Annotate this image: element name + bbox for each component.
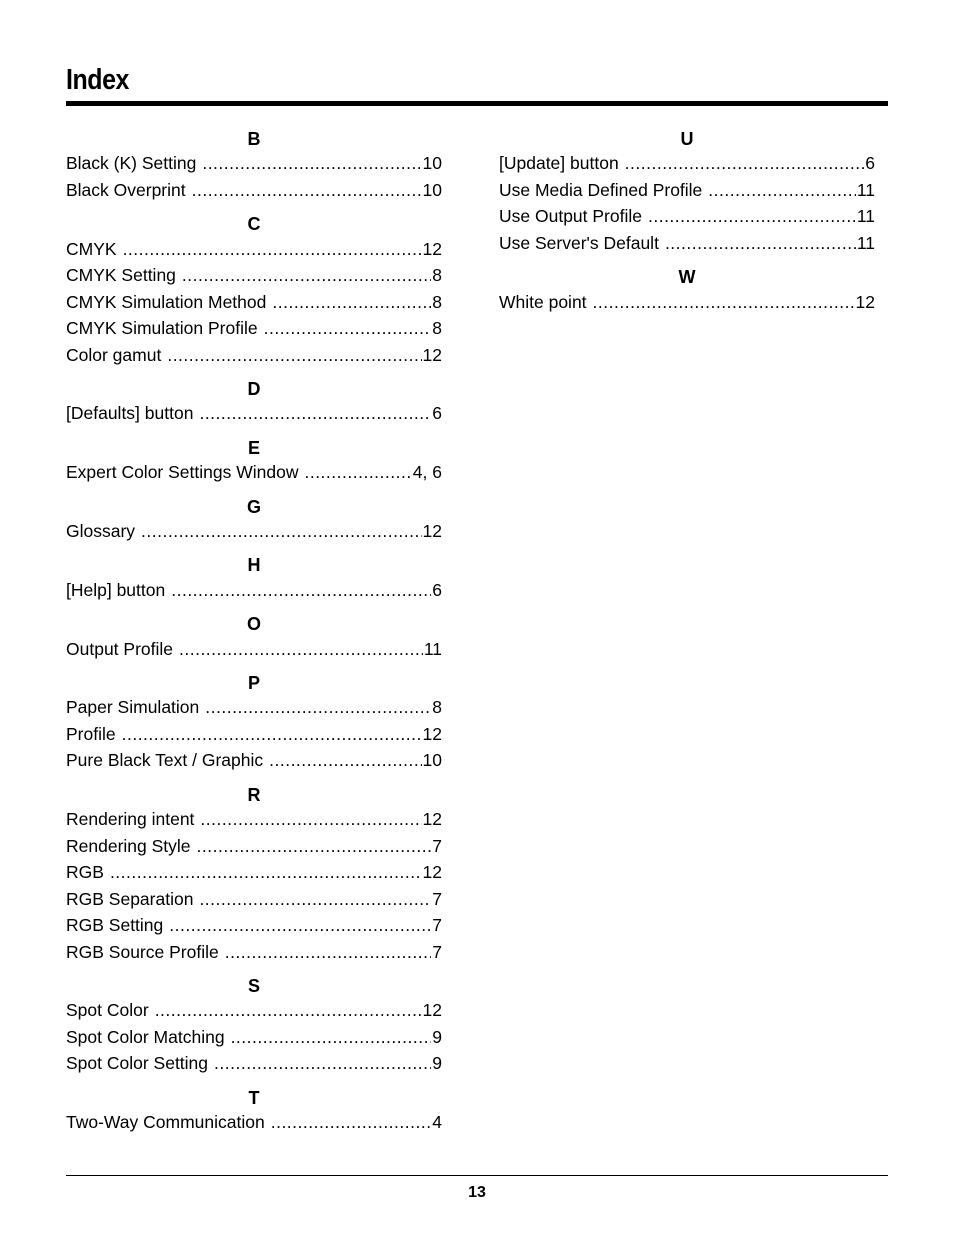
dot-leader <box>167 342 421 369</box>
index-term: CMYK Simulation Profile <box>66 318 258 339</box>
index-page-ref: 11 <box>423 638 442 659</box>
index-entry[interactable] <box>66 1050 442 1077</box>
index-term: Paper Simulation <box>66 697 200 718</box>
page-title: Index <box>66 64 129 96</box>
section-letter: G <box>246 496 261 517</box>
index-term: Output Profile <box>66 638 173 659</box>
index-section-b <box>66 122 442 203</box>
index-page-ref: 7 <box>432 941 442 962</box>
index-section-o <box>66 606 442 662</box>
dot-leader <box>231 1024 432 1051</box>
dot-leader <box>304 459 411 486</box>
dot-leader <box>269 747 421 774</box>
index-term: Expert Color Settings Window <box>66 462 299 483</box>
index-page-ref: 6 <box>432 579 442 600</box>
section-letter: U <box>680 129 694 149</box>
index-page-ref: 12 <box>855 291 875 312</box>
index-term: Rendering Style <box>66 835 191 856</box>
index-section-r <box>66 777 442 965</box>
index-entry[interactable] <box>66 636 442 663</box>
index-entry[interactable] <box>499 230 875 257</box>
dot-leader <box>110 859 422 886</box>
page-number: 13 <box>468 1184 486 1201</box>
index-entry[interactable] <box>66 177 442 204</box>
dot-leader <box>200 806 421 833</box>
index-page-ref: 8 <box>432 697 442 718</box>
dot-leader <box>272 289 431 316</box>
index-page-ref: 10 <box>422 153 442 174</box>
index-section-c <box>66 206 442 368</box>
index-page-ref: 10 <box>422 179 442 200</box>
index-term: White point <box>499 291 587 312</box>
index-entry[interactable] <box>499 177 875 204</box>
index-entry[interactable] <box>66 747 442 774</box>
index-entry[interactable] <box>66 289 442 316</box>
index-term: Glossary <box>66 520 136 541</box>
index-entry[interactable] <box>499 150 875 177</box>
index-term: Use Output Profile <box>499 206 642 227</box>
section-letter: B <box>247 129 261 149</box>
index-term: Use Server's Default <box>499 232 659 253</box>
dot-leader <box>179 636 423 663</box>
index-entry[interactable] <box>66 400 442 427</box>
index-page-ref: 12 <box>422 344 442 365</box>
index-page-ref: 4, 6 <box>412 462 442 483</box>
index-term: RGB <box>66 862 104 883</box>
index-section-g <box>66 489 442 545</box>
index-term: Spot Color Matching <box>66 1026 225 1047</box>
section-letter: R <box>247 784 261 805</box>
index-entry[interactable] <box>499 203 875 230</box>
footer-rule <box>66 1175 888 1176</box>
index-entry[interactable] <box>66 577 442 604</box>
dot-leader <box>648 203 856 230</box>
index-term: Profile <box>66 723 116 744</box>
index-entry[interactable] <box>66 315 442 342</box>
dot-leader <box>665 230 856 257</box>
index-term: [Update] button <box>499 153 619 174</box>
index-term: Pure Black Text / Graphic <box>66 750 264 771</box>
index-page-ref: 12 <box>422 723 442 744</box>
dot-leader <box>214 1050 431 1077</box>
index-entry[interactable] <box>66 694 442 721</box>
dot-leader <box>155 997 422 1024</box>
index-term: CMYK Simulation Method <box>66 291 267 312</box>
index-entry[interactable] <box>66 859 442 886</box>
index-section-e <box>66 430 442 486</box>
index-page-ref: 8 <box>432 318 442 339</box>
index-section-w <box>499 259 875 315</box>
dot-leader <box>169 912 431 939</box>
section-letter: D <box>247 379 261 400</box>
index-page-ref: 7 <box>432 888 442 909</box>
index-term: RGB Setting <box>66 915 164 936</box>
index-entry[interactable] <box>66 262 442 289</box>
index-section-t <box>66 1080 442 1136</box>
index-section-p <box>66 665 442 774</box>
section-letter: P <box>247 673 260 694</box>
dot-leader <box>264 315 432 342</box>
index-page-ref: 12 <box>422 1000 442 1021</box>
index-section-d <box>66 371 442 427</box>
index-entry[interactable] <box>66 721 442 748</box>
section-letter: C <box>247 214 261 235</box>
index-page-ref: 6 <box>865 153 875 174</box>
index-term: CMYK Setting <box>66 265 176 286</box>
dot-leader <box>123 236 422 263</box>
dot-leader <box>625 150 865 177</box>
section-letter: T <box>248 1087 260 1108</box>
index-page-ref: 12 <box>422 862 442 883</box>
index-entry[interactable] <box>66 886 442 913</box>
index-entry[interactable] <box>66 459 442 486</box>
index-section-s <box>66 968 442 1077</box>
index-entry[interactable] <box>66 342 442 369</box>
index-column-right <box>499 122 875 318</box>
index-page-ref: 9 <box>432 1026 442 1047</box>
index-column-left <box>66 122 442 1139</box>
index-entry[interactable] <box>66 518 442 545</box>
dot-leader <box>199 400 431 427</box>
index-page-ref: 10 <box>422 750 442 771</box>
index-entry[interactable] <box>66 939 442 966</box>
index-page-ref: 7 <box>432 915 442 936</box>
index-entry[interactable] <box>66 236 442 263</box>
dot-leader <box>171 577 431 604</box>
index-entry[interactable] <box>66 1109 442 1136</box>
index-term: Black (K) Setting <box>66 153 197 174</box>
dot-leader <box>593 289 855 316</box>
index-entry[interactable] <box>66 912 442 939</box>
dot-leader <box>182 262 431 289</box>
index-page-ref: 7 <box>432 835 442 856</box>
index-term: RGB Source Profile <box>66 941 219 962</box>
section-letter: S <box>247 976 260 997</box>
section-letter: W <box>678 267 696 288</box>
dot-leader <box>271 1109 432 1136</box>
index-section-h <box>66 547 442 603</box>
index-term: Spot Color Setting <box>66 1053 209 1074</box>
index-entry[interactable] <box>66 806 442 833</box>
dot-leader <box>708 177 856 204</box>
dot-leader <box>205 694 431 721</box>
index-page-ref: 6 <box>432 403 442 424</box>
index-term: Rendering intent <box>66 809 195 830</box>
index-term: [Help] button <box>66 579 166 600</box>
index-page-ref: 12 <box>422 809 442 830</box>
index-page-ref: 8 <box>432 291 442 312</box>
index-term: RGB Separation <box>66 888 194 909</box>
dot-leader <box>202 150 421 177</box>
section-letter: H <box>247 555 261 576</box>
index-page-ref: 9 <box>432 1053 442 1074</box>
index-entry[interactable] <box>66 997 442 1024</box>
index-section-u <box>499 122 875 256</box>
index-entry[interactable] <box>499 289 875 316</box>
dot-leader <box>192 177 422 204</box>
index-page-ref: 8 <box>432 265 442 286</box>
dot-leader <box>225 939 432 966</box>
index-page-ref: 11 <box>856 232 875 253</box>
index-term: CMYK <box>66 238 117 259</box>
index-term: Color gamut <box>66 344 162 365</box>
index-term: Use Media Defined Profile <box>499 179 703 200</box>
dot-leader <box>199 886 431 913</box>
index-page-ref: 11 <box>856 206 875 227</box>
section-letter: O <box>246 614 261 635</box>
index-page-ref: 11 <box>856 179 875 200</box>
index-entry[interactable] <box>66 150 442 177</box>
index-page-ref: 12 <box>422 238 442 259</box>
index-term: Spot Color <box>66 1000 149 1021</box>
index-term: [Defaults] button <box>66 403 194 424</box>
index-term: Two-Way Communication <box>66 1112 265 1133</box>
section-letter: E <box>247 437 260 458</box>
dot-leader <box>141 518 421 545</box>
dot-leader <box>197 833 432 860</box>
index-page-ref: 4 <box>432 1112 442 1133</box>
index-entry[interactable] <box>66 1024 442 1051</box>
dot-leader <box>122 721 422 748</box>
index-term: Black Overprint <box>66 179 186 200</box>
title-rule <box>66 101 888 106</box>
index-page-ref: 12 <box>422 520 442 541</box>
index-entry[interactable] <box>66 833 442 860</box>
